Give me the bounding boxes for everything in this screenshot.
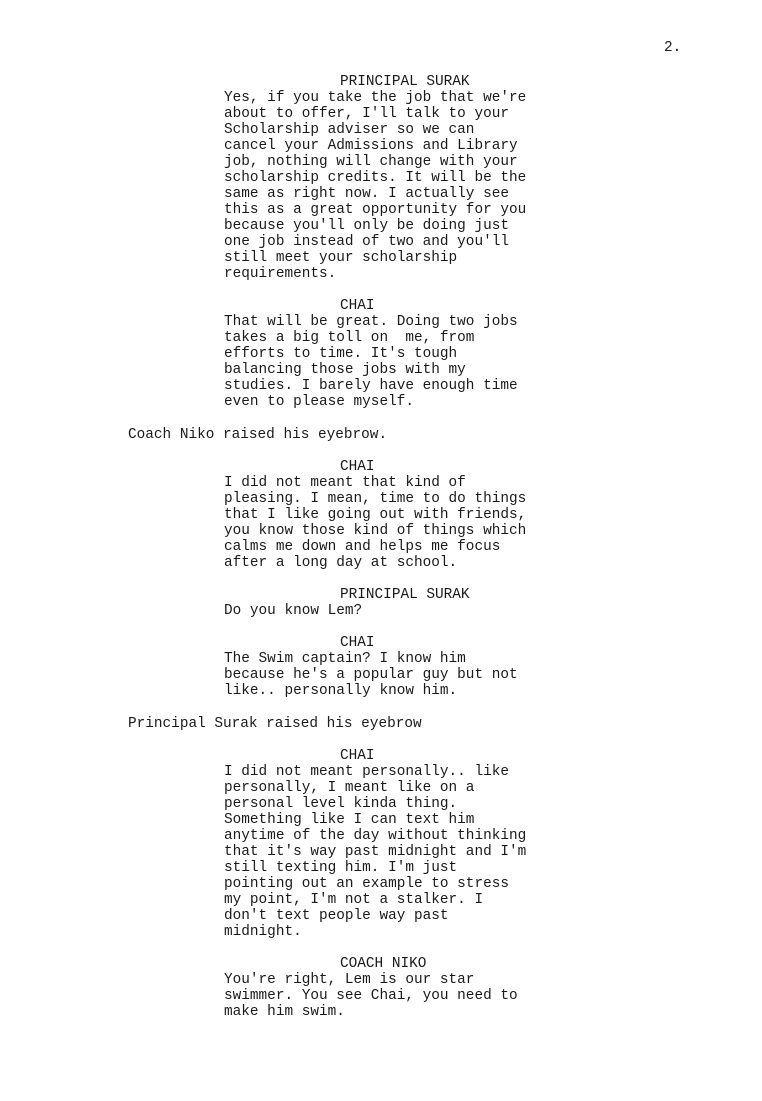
dialogue-line: don't text people way past <box>224 908 449 924</box>
dialogue-line: You're right, Lem is our star <box>224 972 475 988</box>
dialogue-line: midnight. <box>224 924 302 940</box>
character-name: CHAI <box>340 635 375 651</box>
dialogue-line: calms me down and helps me focus <box>224 539 501 555</box>
dialogue-line: requirements. <box>224 266 337 282</box>
character-name: COACH NIKO <box>340 956 427 972</box>
dialogue-line: this as a great opportunity for you <box>224 202 527 218</box>
action-line: Principal Surak raised his eyebrow <box>128 716 422 732</box>
dialogue-line: swimmer. You see Chai, you need to <box>224 988 518 1004</box>
dialogue-line: make him swim. <box>224 1004 345 1020</box>
dialogue-line: same as right now. I actually see <box>224 186 509 202</box>
dialogue-line: even to please myself. <box>224 394 414 410</box>
dialogue-line: balancing those jobs with my <box>224 362 466 378</box>
character-name: CHAI <box>340 298 375 314</box>
action-line: Coach Niko raised his eyebrow. <box>128 427 388 443</box>
dialogue-line: that I like going out with friends, <box>224 507 527 523</box>
dialogue-line: because you'll only be doing just <box>224 218 509 234</box>
character-name: CHAI <box>340 748 375 764</box>
dialogue <box>224 314 624 410</box>
dialogue-line: Scholarship adviser so we can <box>224 122 475 138</box>
dialogue-line: still texting him. I'm just <box>224 860 458 876</box>
dialogue-line: Yes, if you take the job that we're <box>224 90 527 106</box>
dialogue-line: Do you know Lem? <box>224 603 363 619</box>
character-name: PRINCIPAL SURAK <box>340 587 470 603</box>
dialogue-line: cancel your Admissions and Library <box>224 138 518 154</box>
dialogue-line: like.. personally know him. <box>224 683 458 699</box>
dialogue-line: takes a big toll on me, from <box>224 330 475 346</box>
dialogue-line: That will be great. Doing two jobs <box>224 314 518 330</box>
dialogue <box>224 972 624 1020</box>
dialogue-line: anytime of the day without thinking <box>224 828 527 844</box>
dialogue-line: personally, I meant like on a <box>224 780 475 796</box>
dialogue-line: studies. I barely have enough time <box>224 378 518 394</box>
dialogue-line: Something like I can text him <box>224 812 475 828</box>
dialogue <box>224 764 624 940</box>
dialogue-line: pointing out an example to stress <box>224 876 509 892</box>
dialogue-line: I did not meant personally.. like <box>224 764 509 780</box>
dialogue <box>224 603 624 619</box>
dialogue-line: my point, I'm not a stalker. I <box>224 892 484 908</box>
character-name: PRINCIPAL SURAK <box>340 74 470 90</box>
dialogue <box>224 90 624 282</box>
character-name: CHAI <box>340 459 375 475</box>
dialogue-line: I did not meant that kind of <box>224 475 466 491</box>
dialogue-line: that it's way past midnight and I'm <box>224 844 527 860</box>
dialogue-line: job, nothing will change with your <box>224 154 518 170</box>
dialogue <box>224 651 624 699</box>
dialogue-line: The Swim captain? I know him <box>224 651 466 667</box>
dialogue-line: pleasing. I mean, time to do things <box>224 491 527 507</box>
dialogue-line: efforts to time. It's tough <box>224 346 458 362</box>
dialogue-line: after a long day at school. <box>224 555 458 571</box>
dialogue-line: you know those kind of things which <box>224 523 527 539</box>
dialogue-line: one job instead of two and you'll <box>224 234 509 250</box>
dialogue-line: about to offer, I'll talk to your <box>224 106 509 122</box>
dialogue-line: scholarship credits. It will be the <box>224 170 527 186</box>
page-number: 2. <box>664 40 682 56</box>
dialogue-line: still meet your scholarship <box>224 250 458 266</box>
dialogue-line: personal level kinda thing. <box>224 796 458 812</box>
dialogue <box>224 475 624 571</box>
dialogue-line: because he's a popular guy but not <box>224 667 518 683</box>
